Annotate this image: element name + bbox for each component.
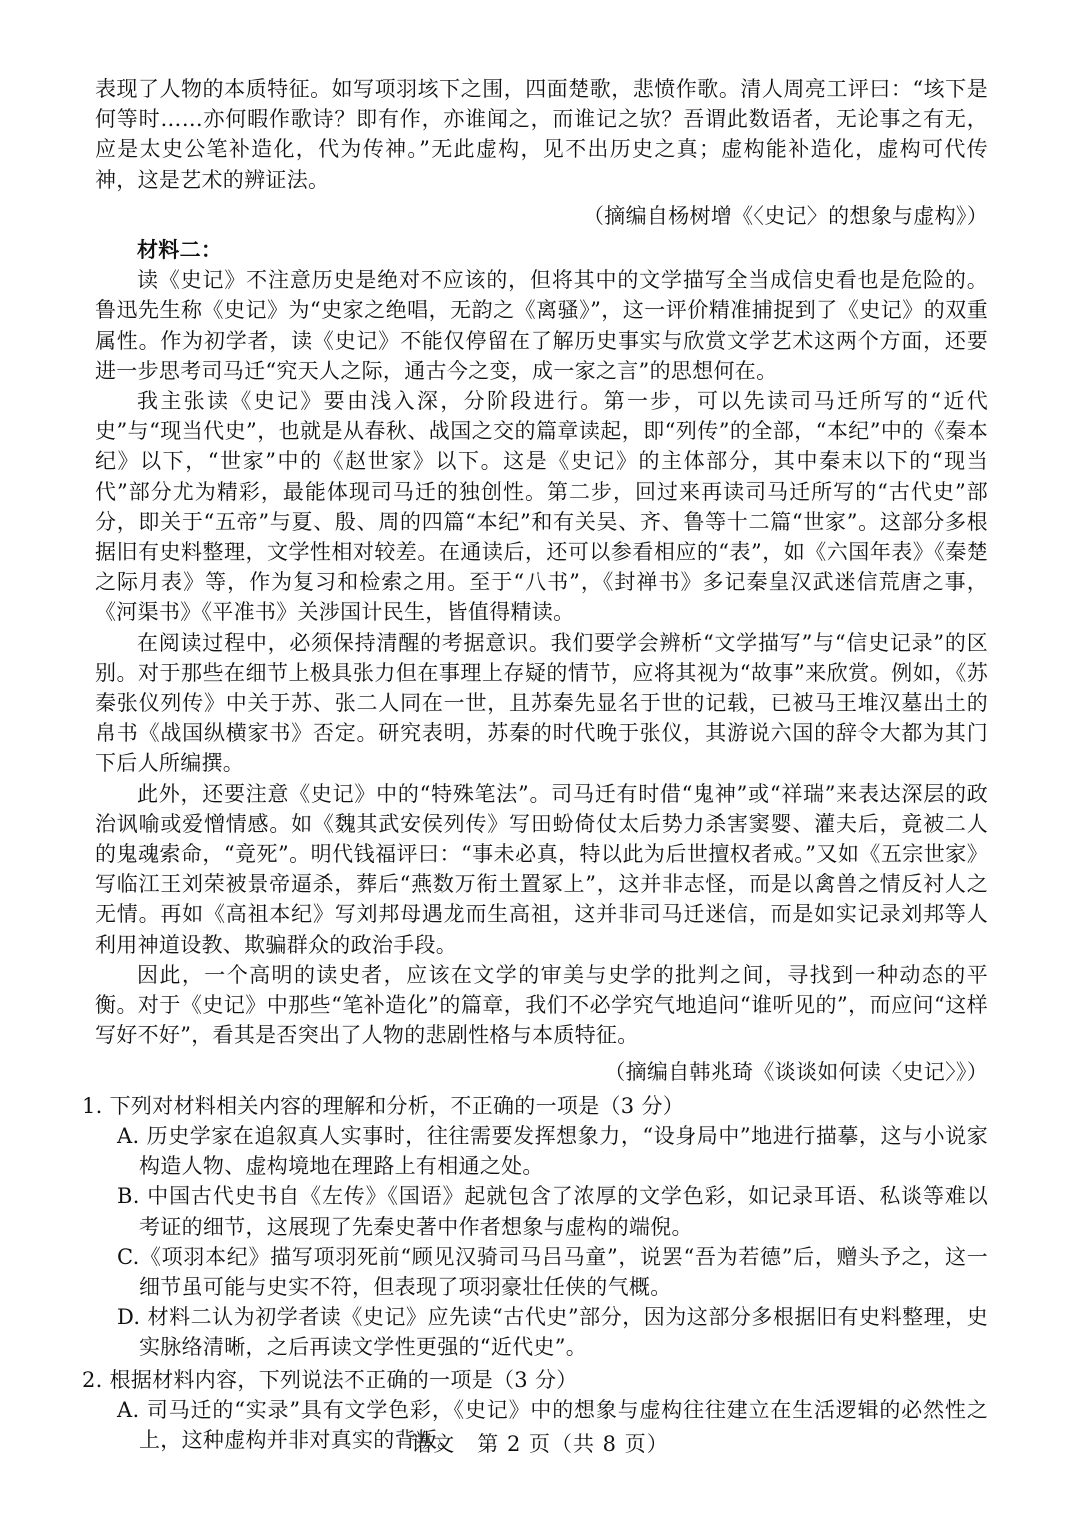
material1-source: （摘编自杨树增《〈史记〉的想象与虚构》）: [583, 203, 988, 228]
material2-paragraph: 我主张读《史记》要由浅入深，分阶段进行。第一步，可以先读司马迁所写的“近代史”与“现当代史”，也就是从春秋、战国之交的篇章读起，即“列传”的全部，“本纪”中的《秦本纪》以下，“世家”中的《赵世家》以下。这是《史记》的主体部分，其中秦末以下的“现当代”部分尤为精彩，最能体现司马迁的独创性。第二步，回过来再读司马迁所写的“古代史”部分，即关于“五帝”与夏、殷、周的四篇“本纪”和有关吴、齐、鲁等十二篇“世家”。这部分多根据旧有史料整理，文学性相对较差。在通读后，还可以参看相应的“表”，如《六国年表》《秦楚之际月表》等，作为复习和检索之用。至于“八书”，《封禅书》多记秦皇汉武迷信荒唐之事，《河渠书》《平准书》关涉国计民生，皆值得精读。: [95, 389, 988, 625]
material2-paragraph: 读《史记》不注意历史是绝对不应该的，但将其中的文学描写全当成信史看也是危险的。鲁迅先生称《史记》为“史家之绝唱，无韵之《离骚》”，这一评价精准捕捉到了《史记》的双重属性。作为初学者，读《史记》不能仅停留在了解历史事实与欣赏文学艺术这两个方面，还要进一步思考司马迁“究天人之际，通古今之变，成一家之言”的思想何在。: [95, 268, 988, 383]
question-1-option-b: B. 中国古代史书自《左传》《国语》起就包含了浓厚的文学色彩，如记录耳语、私谈等难以考证的细节，这展现了先秦史著中作者想象与虚构的端倪。: [117, 1184, 988, 1239]
question-1-option-a: A. 历史学家在追叙真人实事时，往往需要发挥想象力，“设身局中”地进行描摹，这与小说家构造人物、虚构境地在理路上有相通之处。: [117, 1123, 988, 1179]
material2-source: （摘编自韩兆琦《谈谈如何读〈史记〉》）: [604, 1059, 988, 1084]
question-1-stem: 1. 下列对材料相关内容的理解和分析，不正确的一项是（3 分）: [82, 1093, 685, 1118]
question-2-stem: 2. 根据材料内容，下列说法不正确的一项是（3 分）: [82, 1367, 578, 1392]
question-2-option-a: A. 司马迁的“实录”具有文学色彩，《史记》中的想象与虚构往往建立在生活逻辑的必然性之上，这种虚构并非对真实的背叛。: [117, 1397, 988, 1452]
material2-paragraph: 在阅读过程中，必须保持清醒的考据意识。我们要学会辨析“文学描写”与“信史记录”的区别。对于那些在细节上极具张力但在事理上存疑的情节，应将其视为“故事”来欣赏。例如，《苏秦张仪列传》中关于苏、张二人同在一世，且苏秦先显名于世的记载，已被马王堆汉墓出土的帛书《战国纵横家书》否定。研究表明，苏秦的时代晚于张仪，其游说六国的辞令大都为其门下后人所编撰。: [95, 630, 988, 776]
material1-tail: 表现了人物的本质特征。如写项羽垓下之围，四面楚歌，悲愤作歌。清人周亮工评曰：“垓下是何等时……亦何暇作歌诗？即有作，亦谁闻之，而谁记之欤？吾谓此数语者，无论事之有无，应是太史公笔补造化，代为传神。”无此虚构，见不出历史之真；虚构能补造化，虚构可代传神，这是艺术的辨证法。: [95, 77, 988, 192]
question-1-option-d: D. 材料二认为初学者读《史记》应先读“古代史”部分，因为这部分多根据旧有史料整理，史实脉络清晰，之后再读文学性更强的“近代史”。: [117, 1305, 988, 1360]
page-footer: 语文 第 2 页（共 8 页）: [411, 1432, 669, 1456]
material2-paragraph: 因此，一个高明的读史者，应该在文学的审美与史学的批判之间，寻找到一种动态的平衡。对于《史记》中那些“笔补造化”的篇章，我们不必学究气地追问“谁听见的”，而应问“这样写好不好”，看其是否突出了人物的悲剧性格与本质特征。: [95, 962, 988, 1048]
material2-paragraph: 此外，还要注意《史记》中的“特殊笔法”。司马迁有时借“鬼神”或“祥瑞”来表达深层的政治讽喻或爱憎情感。如《魏其武安侯列传》写田蚡倚仗太后势力杀害窦婴、灌夫后，竟被二人的鬼魂索命，“竟死”。明代钱福评曰：“事未必真，特以此为后世擅权者戒。”又如《五宗世家》写临江王刘荣被景帝逼杀，葬后“燕数万衔土置冢上”，这并非志怪，而是以禽兽之情反衬人之无情。再如《高祖本纪》写刘邦母遇龙而生高祖，这并非司马迁迷信，而是如实记录刘邦等人利用神道设教、欺骗群众的政治手段。: [95, 781, 988, 957]
question-1-option-c: C.《项羽本纪》描写项羽死前“顾见汉骑司马吕马童”，说罢“吾为若德”后，赠头予之，这一细节虽可能与史实不符，但表现了项羽豪壮任侠的气概。: [117, 1244, 988, 1299]
material2-heading: 材料二：: [137, 237, 223, 263]
